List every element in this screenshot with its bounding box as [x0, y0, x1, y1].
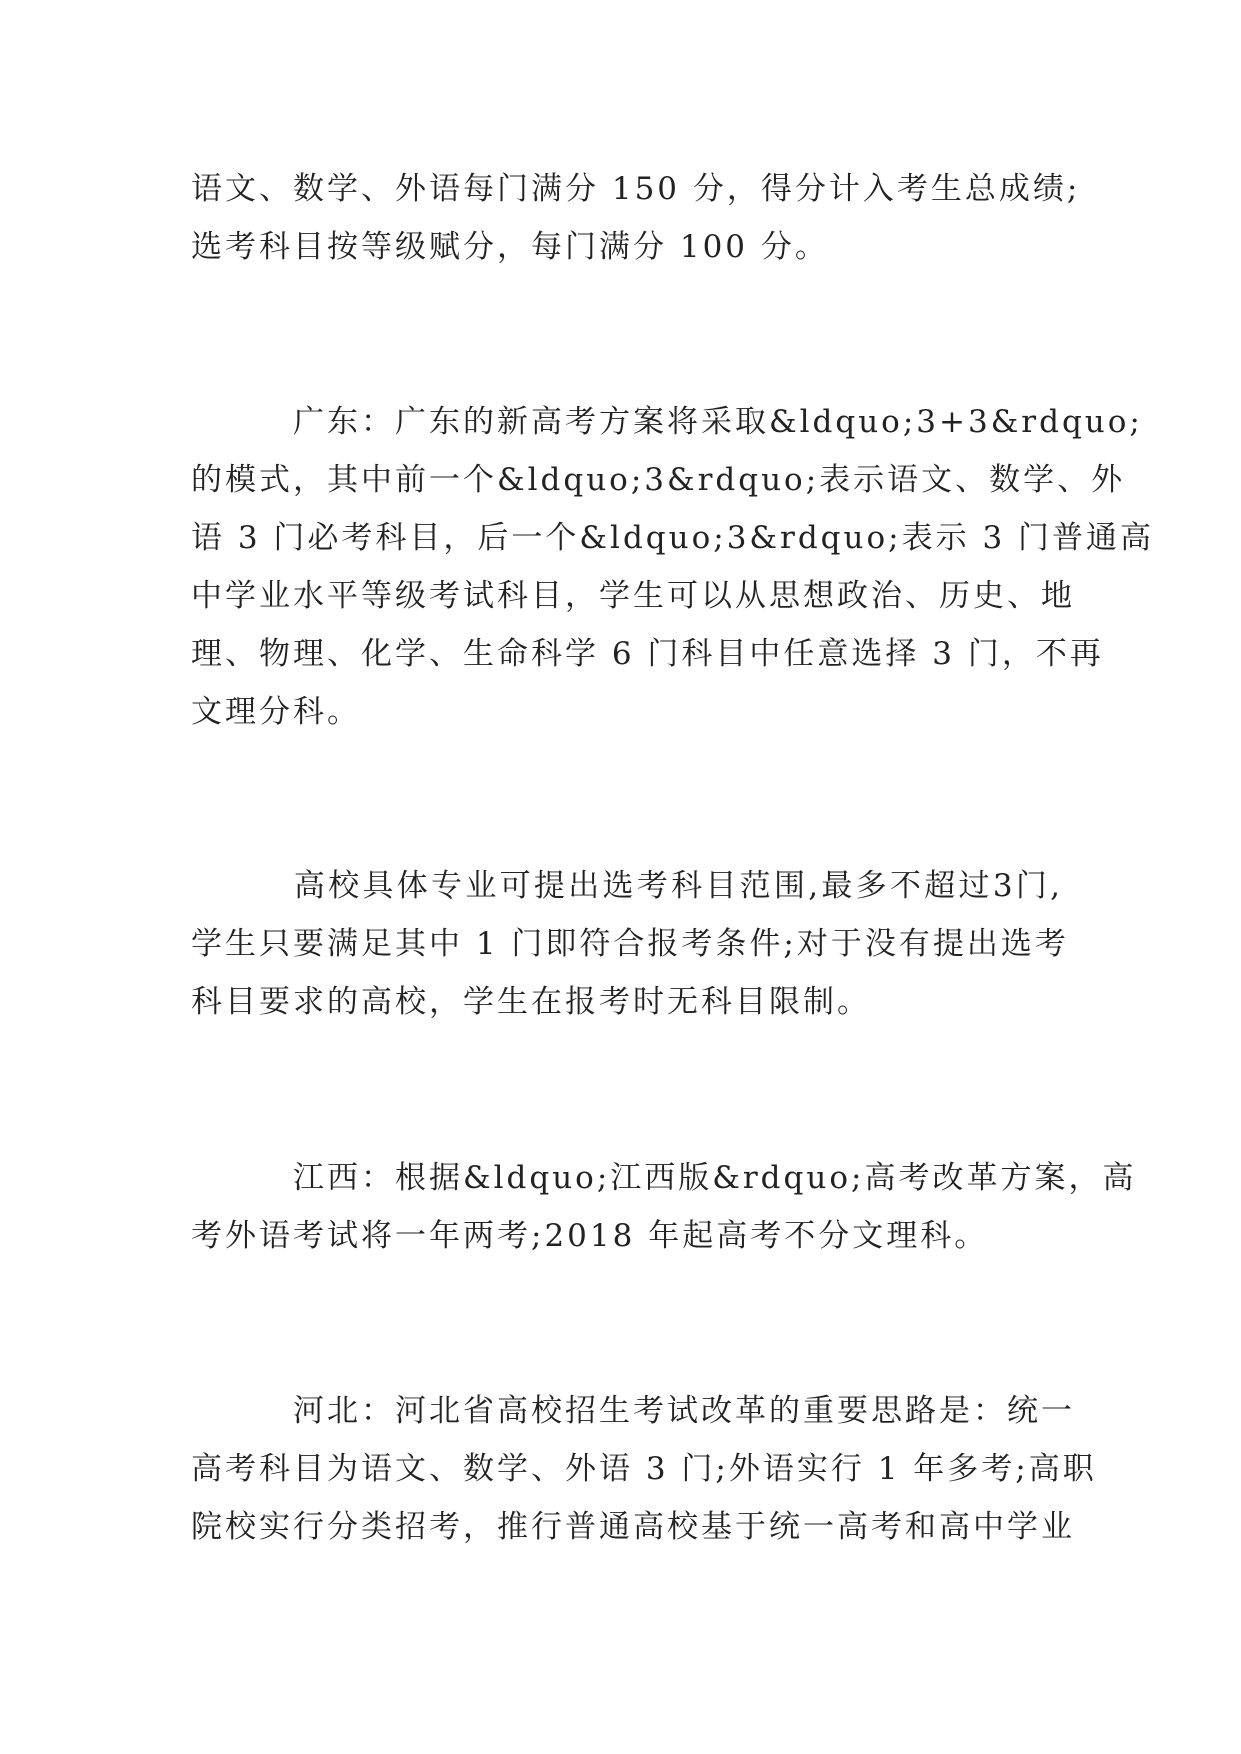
paragraph-university-subjects	[191, 857, 1069, 1031]
text-line: 广东：广东的新高考方案将采取&ldquo;3+3&rdquo;	[191, 404, 1143, 440]
text-line: 语文、数学、外语每门满分 150 分，得分计入考生总成绩;	[191, 171, 1081, 207]
text-line: 院校实行分类招考，推行普通高校基于统一高考和高中学业	[191, 1509, 1075, 1545]
text-line: 河北：河北省高校招生考试改革的重要思路是：统一	[191, 1393, 1075, 1429]
text-line: 选考科目按等级赋分，每门满分 100 分。	[191, 229, 829, 265]
text-line: 语 3 门必考科目，后一个&ldquo;3&rdquo;表示 3 门普通高	[191, 520, 1155, 556]
text-line: 高校具体专业可提出选考科目范围,最多不超过3门,	[191, 868, 1063, 904]
text-line: 高考科目为语文、数学、外语 3 门;外语实行 1 年多考;高职	[191, 1451, 1097, 1487]
text-line: 中学业水平等级考试科目，学生可以从思想政治、历史、地	[191, 578, 1075, 614]
text-line: 考外语考试将一年两考;2018 年起高考不分文理科。	[191, 1218, 989, 1254]
paragraph-score-rules	[191, 160, 1081, 276]
paragraph-jiangxi	[191, 1149, 1137, 1265]
text-line: 科目要求的高校，学生在报考时无科目限制。	[191, 984, 871, 1020]
text-line: 学生只要满足其中 1 门即符合报考条件;对于没有提出选考	[191, 926, 1069, 962]
paragraph-guangdong	[191, 393, 1155, 741]
text-line: 文理分科。	[191, 694, 361, 730]
text-line: 江西：根据&ldquo;江西版&rdquo;高考改革方案，高	[191, 1160, 1137, 1196]
text-line: 的模式，其中前一个&ldquo;3&rdquo;表示语文、数学、外	[191, 462, 1126, 498]
text-line: 理、物理、化学、生命科学 6 门科目中任意选择 3 门，不再	[191, 636, 1104, 672]
paragraph-hebei	[191, 1382, 1097, 1556]
